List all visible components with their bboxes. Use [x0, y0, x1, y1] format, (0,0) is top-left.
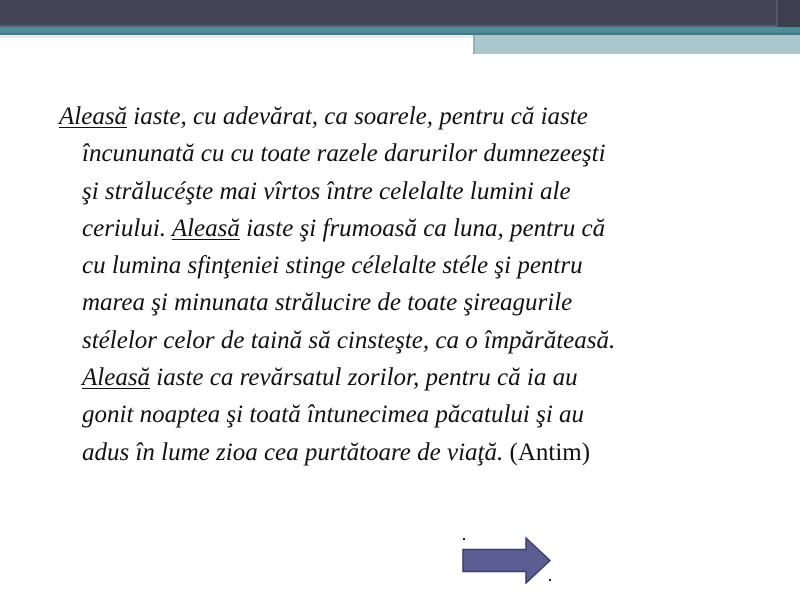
- text-line-9: gonit noaptea şi toată întunecimea păcatului şi au: [82, 401, 585, 429]
- right-arrow-icon: [462, 537, 552, 584]
- text-line-5: cu lumina sfinţeniei stinge célelalte stéle şi pentru: [82, 252, 583, 280]
- author-attribution: (Antim): [503, 438, 591, 466]
- next-slide-button[interactable]: [462, 537, 552, 584]
- text-line-8: [82, 359, 762, 396]
- text-line-4-end: iaste şi frumoasă ca luna, pentru că: [239, 214, 606, 242]
- text-line-10-start: adus în lume zioa cea purtătoare de viaţă.: [82, 438, 504, 466]
- highlighted-word: Aleasă: [82, 364, 151, 392]
- accent-band-light-edge: [473, 35, 475, 54]
- slide-body-text: [59, 98, 762, 471]
- text-line-10: [82, 434, 762, 471]
- text-line-8-rest: iaste ca revărsatul zorilor, pentru că ia au: [150, 364, 578, 392]
- text-line-2: încununată cu cu toate razele darurilor dumnezeeşti: [82, 140, 606, 168]
- divider-strip: [0, 35, 473, 38]
- text-line-4-start: ceriului.: [82, 214, 172, 242]
- text-line-1: [59, 98, 762, 135]
- text-line-3: şi strălucéşte mai vîrtos între celelalte lumini ale: [82, 177, 571, 205]
- text-line-1-rest: iaste, cu adevărat, ca soarele, pentru că iaste: [127, 103, 588, 130]
- highlighted-word: Aleasă: [171, 214, 240, 242]
- text-line-7: stélelor celor de taină să cinsteşte, ca o împărăteasă.: [82, 326, 616, 354]
- selection-handle: [549, 579, 551, 581]
- highlighted-word: Aleasă: [59, 103, 128, 130]
- text-line-4: [82, 210, 762, 247]
- text-line-6: marea şi minunata strălucire de toate şireagurile: [82, 289, 573, 317]
- header-bar: [0, 0, 800, 27]
- accent-band: [0, 27, 800, 35]
- header-corner-block: [778, 0, 800, 27]
- accent-band-light: [473, 35, 800, 54]
- selection-handle: [463, 538, 465, 540]
